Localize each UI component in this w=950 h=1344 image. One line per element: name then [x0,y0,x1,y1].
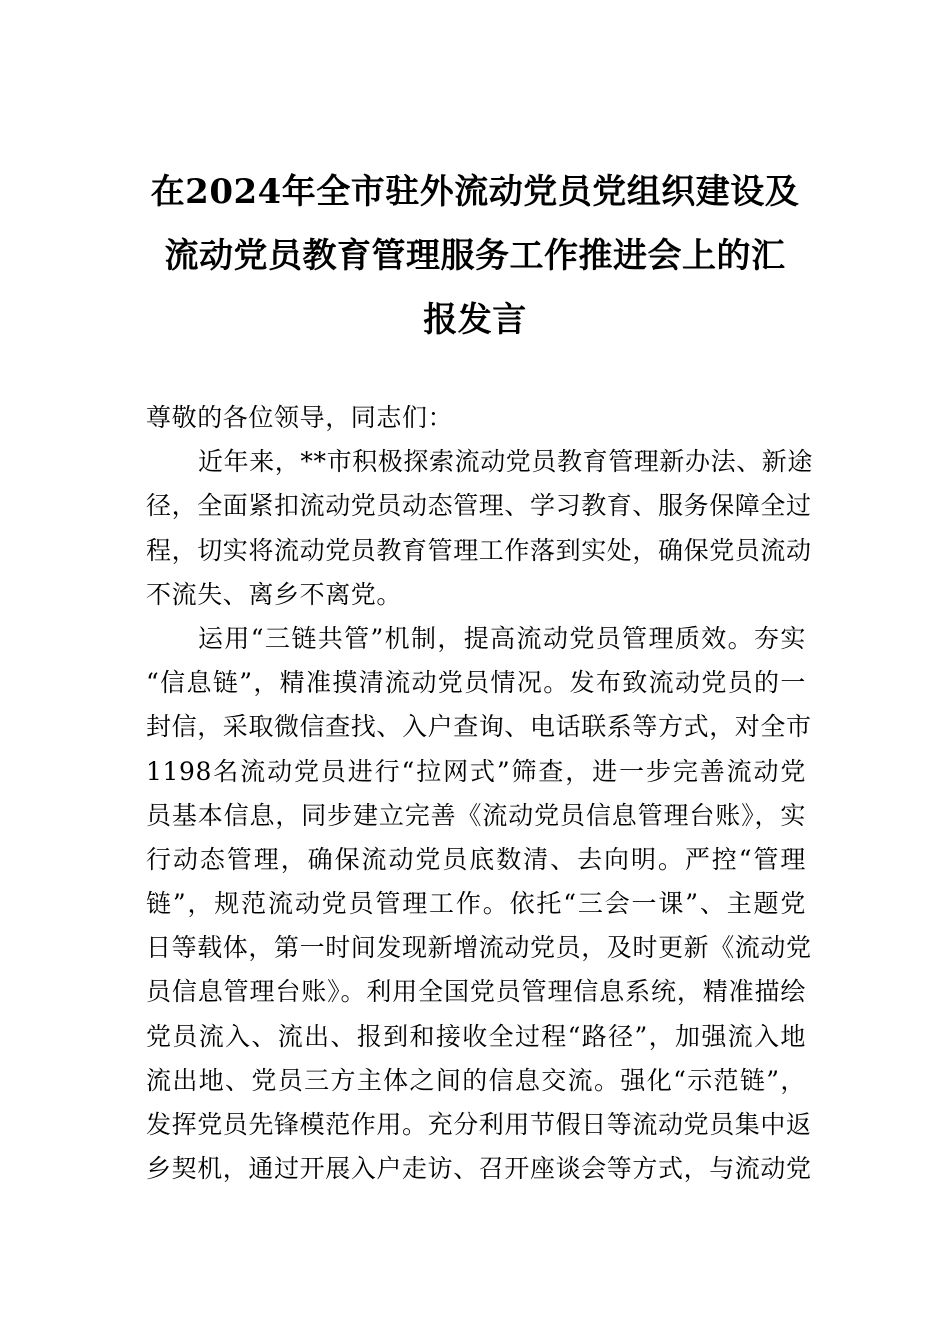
paragraph-line: 日等载体，第一时间发现新增流动党员，及时更新《流动党 [146,933,812,963]
paragraph-line: 党员流入、流出、报到和接收全过程“路径”，加强流入地 [146,1021,806,1051]
salutation: 尊敬的各位领导，同志们： [146,403,454,432]
paragraph-line: 链”，规范流动党员管理工作。依托“三会一课”、主题党 [146,889,806,919]
paragraph-line: “信息链”，精准摸清流动党员情况。发布致流动党员的一 [146,668,806,698]
paragraph-line: 乡契机，通过开展入户走访、召开座谈会等方式，与流动党 [146,1154,812,1184]
paragraph-three-chains [146,617,810,1191]
paragraph-line: 近年来，**市积极探索流动党员教育管理新办法、新途 [198,447,814,477]
paragraph-line: 运用“三链共管”机制，提高流动党员管理质效。夯实 [198,623,806,653]
document-body [146,396,814,1191]
paragraph-intro [146,440,814,617]
paragraph-line: 程，切实将流动党员教育管理工作落到实处，确保党员流动 [146,535,812,565]
paragraph-line: 径，全面紧扣流动党员动态管理、学习教育、服务保障全过 [146,491,812,521]
document-title [120,160,830,352]
title-line-3: 报发言 [423,300,527,340]
title-line-1: 在2024年全市驻外流动党员党组织建设及 [150,172,800,212]
paragraph-line: 流出地、党员三方主体之间的信息交流。强化“示范链”， [146,1065,806,1095]
paragraph-line: 行动态管理，确保流动党员底数清、去向明。严控“管理 [146,844,806,874]
title-line-2: 流动党员教育管理服务工作推进会上的汇 [164,236,786,276]
paragraph-line: 不流失、离乡不离党。 [146,579,403,609]
paragraph-line: 封信，采取微信查找、入户查询、电话联系等方式，对全市 [146,712,812,742]
paragraph-line: 发挥党员先锋模范作用。充分利用节假日等流动党员集中返 [146,1110,812,1139]
paragraph-line: 员基本信息，同步建立完善《流动党员信息管理台账》，实 [146,800,806,830]
paragraph-line: 员信息管理台账》。利用全国党员管理信息系统，精准描绘 [146,977,806,1007]
paragraph-line: 1198名流动党员进行“拉网式”筛查，进一步完善流动党 [146,756,806,786]
